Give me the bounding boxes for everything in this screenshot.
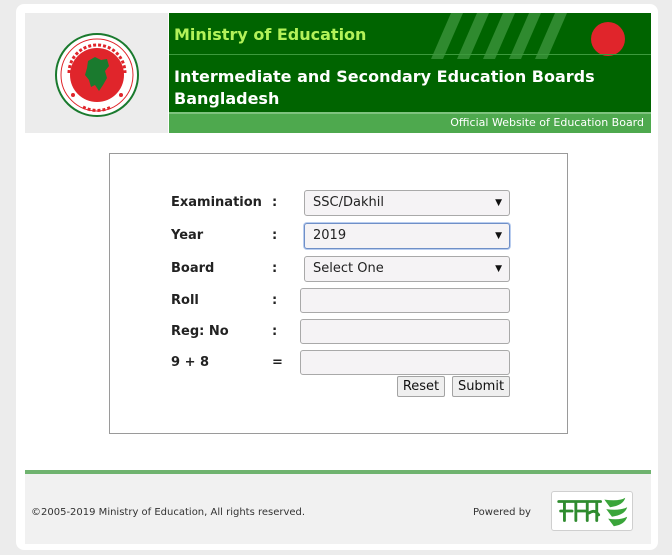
chevron-down-icon: ▼ <box>495 231 502 241</box>
chevron-down-icon: ▼ <box>495 198 502 208</box>
teletalk-logo-icon <box>552 492 632 530</box>
official-bar <box>169 112 651 133</box>
header-divider <box>169 54 651 55</box>
teletalk-logo[interactable] <box>551 491 633 531</box>
examination-colon: : <box>272 195 278 210</box>
official-site-text: Official Website of Education Board <box>450 116 644 129</box>
year-colon: : <box>272 228 278 243</box>
chevron-down-icon: ▼ <box>495 264 502 274</box>
reg-no-colon: : <box>272 324 278 339</box>
examination-label: Examination <box>171 195 262 210</box>
board-select[interactable] <box>304 256 510 282</box>
roll-label: Roll <box>171 293 199 308</box>
copyright-text: ©2005-2019 Ministry of Education, All rights reserved. <box>31 507 306 518</box>
powered-by-text: Powered by <box>473 507 531 518</box>
year-value: 2019 <box>313 228 347 243</box>
captcha-input[interactable] <box>300 350 510 375</box>
year-select[interactable] <box>304 223 510 249</box>
year-label: Year <box>171 228 204 243</box>
result-form <box>109 153 568 434</box>
submit-button[interactable]: Submit <box>452 376 510 397</box>
ministry-title: Ministry of Education <box>174 25 367 44</box>
header-banner <box>169 13 651 133</box>
flag-icon <box>585 19 631 59</box>
footer <box>25 474 651 544</box>
reg-no-label: Reg: No <box>171 324 229 339</box>
examination-select[interactable] <box>304 190 510 216</box>
examination-value: SSC/Dakhil <box>313 195 384 210</box>
captcha-label: 9 + 8 <box>171 355 210 370</box>
logo-panel <box>25 13 168 133</box>
captcha-equals: = <box>272 355 283 370</box>
board-colon: : <box>272 261 278 276</box>
roll-input[interactable] <box>300 288 510 313</box>
page <box>16 4 658 550</box>
board-label: Board <box>171 261 215 276</box>
roll-colon: : <box>272 293 278 308</box>
reg-no-input[interactable] <box>300 319 510 344</box>
board-value: Select One <box>313 261 384 276</box>
reset-button[interactable]: Reset <box>397 376 445 397</box>
government-seal-icon <box>55 33 139 117</box>
board-title: Intermediate and Secondary Education Boards Bangladesh <box>174 67 595 108</box>
